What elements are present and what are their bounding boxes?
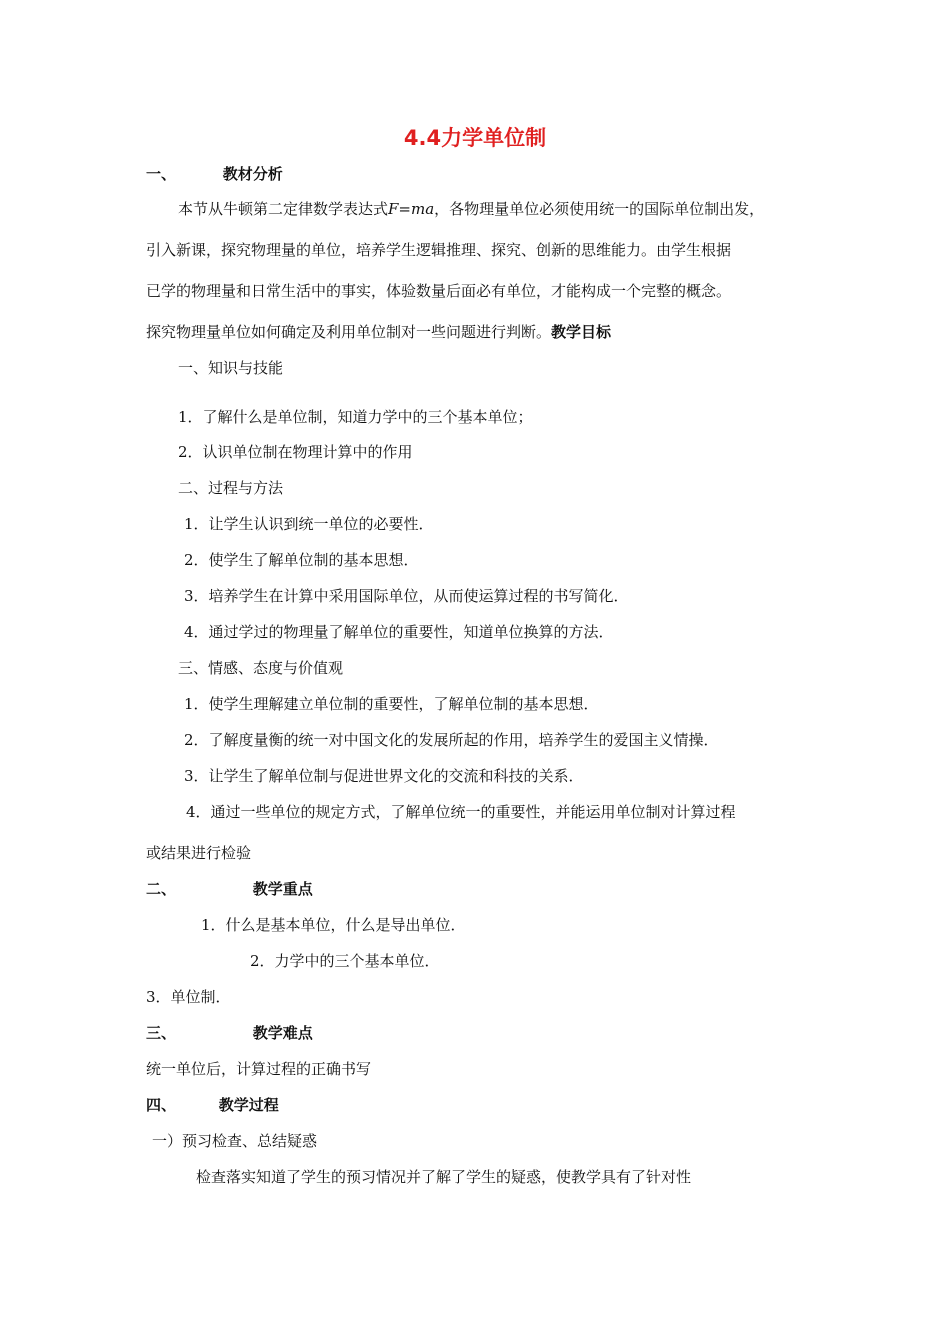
- analysis-paragraph-line: 已学的物理量和日常生活中的事实，体验数量后面必有单位，才能构成一个完整的概念。: [146, 282, 732, 300]
- section-number: 三、: [146, 1024, 177, 1042]
- section-2-heading: [146, 879, 313, 899]
- list-item: 2．认识单位制在物理计算中的作用: [178, 443, 413, 461]
- key-point: 3．单位制．: [146, 988, 231, 1006]
- analysis-paragraph-line: [146, 322, 611, 342]
- list-item: 2．了解度量衡的统一对中国文化的发展所起的作用，培养学生的爱国主义情操．: [184, 731, 719, 749]
- section-title: 教学过程: [218, 1096, 279, 1114]
- subheading-emotion: 三、情感、态度与价值观: [178, 659, 344, 677]
- text-span: ，各物理量单位必须使用统一的国际单位制出发，: [434, 200, 765, 218]
- list-item-continuation: 或结果进行检验: [146, 844, 252, 862]
- list-item: 4．通过学过的物理量了解单位的重要性，知道单位换算的方法．: [184, 623, 614, 641]
- subheading-knowledge: 一、知识与技能: [178, 359, 284, 377]
- section-title: 教材分析: [222, 165, 283, 183]
- difficulty-text: 统一单位后，计算过程的正确书写: [146, 1060, 372, 1078]
- section-1-heading: [146, 164, 283, 184]
- procedure-text: 检查落实知道了学生的预习情况并了解了学生的疑惑，使教学具有了针对性: [196, 1168, 692, 1186]
- analysis-paragraph-line: 引入新课，探究物理量的单位，培养学生逻辑推理、探究、创新的思维能力。由学生根据: [146, 241, 732, 259]
- list-item: 1．了解什么是单位制，知道力学中的三个基本单位；: [178, 408, 533, 426]
- analysis-paragraph-line: [178, 199, 764, 219]
- procedure-step: 一）预习检查、总结疑惑: [152, 1132, 318, 1150]
- list-item: 1．让学生认识到统一单位的必要性．: [184, 515, 434, 533]
- section-number: 一、: [146, 165, 177, 183]
- goals-heading: 教学目标: [551, 323, 612, 341]
- section-number: 二、: [146, 880, 177, 898]
- page-title: 4.4力学单位制: [403, 126, 547, 150]
- list-item: 2．使学生了解单位制的基本思想．: [184, 551, 419, 569]
- key-point: 2．力学中的三个基本单位．: [250, 952, 440, 970]
- list-item: 3．培养学生在计算中采用国际单位，从而使运算过程的书写简化．: [184, 587, 629, 605]
- list-item: 1．使学生理解建立单位制的重要性，了解单位制的基本思想．: [184, 695, 599, 713]
- text-span: 探究物理量单位如何确定及利用单位制对一些问题进行判断。: [146, 323, 552, 341]
- section-title: 教学重点: [252, 880, 313, 898]
- formula: F=ma: [388, 200, 435, 218]
- section-3-heading: [146, 1023, 313, 1043]
- subheading-process: 二、过程与方法: [178, 479, 284, 497]
- text-span: 本节从牛顿第二定律数学表达式: [178, 200, 389, 218]
- section-number: 四、: [146, 1096, 177, 1114]
- section-title: 教学难点: [252, 1024, 313, 1042]
- list-item: 4．通过一些单位的规定方式，了解单位统一的重要性，并能运用单位制对计算过程: [186, 803, 736, 821]
- list-item: 3．让学生了解单位制与促进世界文化的交流和科技的关系．: [184, 767, 584, 785]
- key-point: 1．什么是基本单位，什么是导出单位．: [201, 916, 466, 934]
- section-4-heading: [146, 1095, 279, 1115]
